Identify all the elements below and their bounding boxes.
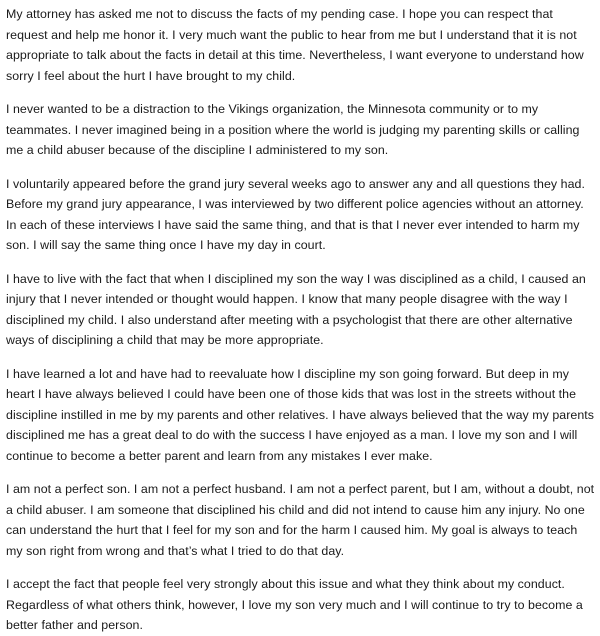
paragraph-learned: I have learned a lot and have had to reevaluate how I discipline my son going forward. But deep in my heart I have always believed I could have been one of those kids that was lost in the streets without the discipline instilled in me by my parents and other relatives. I have always believed that the way my parents disciplined me has a great deal to do with the success I have enjoyed as a man. I love my son and I will continue to become a better parent and learn from any mistakes I ever make. xyxy=(6,366,595,463)
paragraph-injury: I have to live with the fact that when I disciplined my son the way I was disciplined as a child, I caused an injury that I never intended or thought would happen. I know that many people disagree with the way I disciplined my child. I also understand after meeting with a psychologist that there are other alternative ways of disciplining a child that may be more appropriate. xyxy=(6,271,586,347)
paragraph-attorney-request: My attorney has asked me not to discuss the facts of my pending case. I hope you can respect that request and help me honor it. I very much want the public to hear from me but I understand that it is not appropriate to talk about the facts in detail at this time. Nevertheless, I want everyone to understand how sorry I feel about the hurt I have brought to my child. xyxy=(6,7,584,83)
paragraph-grand-jury: I voluntarily appeared before the grand jury several weeks ago to answer any and all questions they had. Before my grand jury appearance, I was interviewed by two different police agencies without an attorney. In each of these interviews I have said the same thing, and that is that I never ever intended to harm my son. I will say the same thing once I have my day in court. xyxy=(6,176,585,252)
paragraph-distraction: I never wanted to be a distraction to the Vikings organization, the Minnesota community or to my teammates. I never imagined being in a position where the world is judging my parenting skills or calling me a child abuser because of the discipline I administered to my son. xyxy=(6,102,580,157)
paragraph-accept: I accept the fact that people feel very strongly about this issue and what they think about my conduct. Regardless of what others think, however, I love my son very much and I will continue to try to become a better father and person. xyxy=(6,577,583,632)
paragraph-not-perfect: I am not a perfect son. I am not a perfect husband. I am not a perfect parent, but I am, without a doubt, not a child abuser. I am someone that disciplined his child and did not intend to cause him any injury. No one can understand the hurt that I feel for my son and for the harm I caused him. My goal is always to teach my son right from wrong and that’s what I tried to do that day. xyxy=(6,482,595,558)
